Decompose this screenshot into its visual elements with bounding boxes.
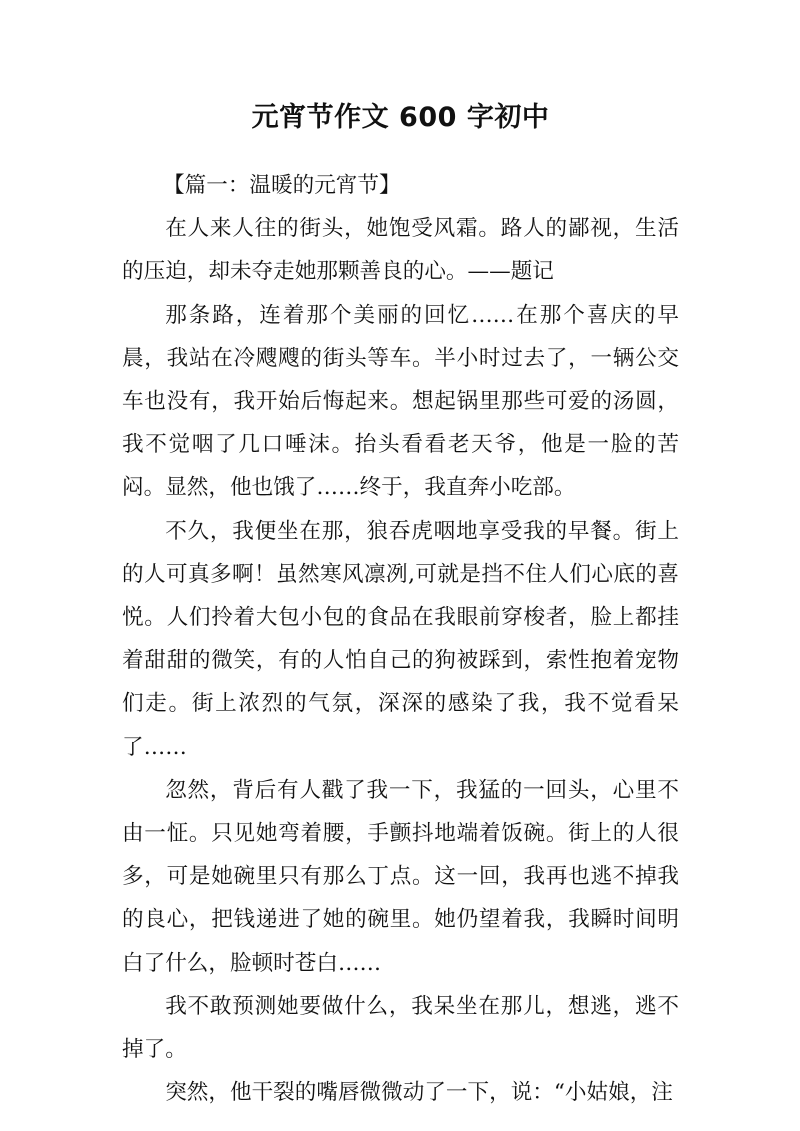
section-heading: 【篇一：温暖的元宵节】 <box>163 173 401 198</box>
paragraph-4: 我不敢预测她要做什么，我呆坐在那儿，想逃，逃不掉了。 <box>122 993 679 1063</box>
paragraph-5: 突然，他干裂的嘴唇微微动了一下，说：“小姑娘，注 <box>165 1080 673 1106</box>
paragraph-1: 那条路，连着那个美丽的回忆……在那个喜庆的早晨，我站在冷飕飕的街头等车。半小时过去了，一辆公交车也没有，我开始后悔起来。想起锅里那些可爱的汤圆，我不觉咽了几口唾沫。抬头看看老天爷，他是一脸的苦闷。显然，他也饿了……终于，我直奔小吃部。 <box>122 302 679 501</box>
paragraph-epigraph: 在人来人往的街头，她饱受风霜。路人的鄙视，生活的压迫，却未夺走她那颗善良的心。——题记 <box>122 216 679 285</box>
paragraph-2: 不久，我便坐在那，狼吞虎咽地享受我的早餐。街上的人可真多啊！虽然寒风凛冽,可就是挡不住人们心底的喜悦。人们拎着大包小包的食品在我眼前穿梭者，脸上都挂着甜甜的微笑，有的人怕自己的狗被踩到，索性抱着宠物们走。街上浓烈的气氛，深深的感染了我，我不觉看呆了…… <box>122 518 679 760</box>
document-title: 元宵节作文 600 字初中 <box>251 102 550 133</box>
paragraph-3: 忽然，背后有人戳了我一下，我猛的一回头，心里不由一怔。只见她弯着腰，手颤抖地端着饭碗。街上的人很多，可是她碗里只有那么丁点。这一回，我再也逃不掉我的良心，把钱递进了她的碗里。她仍望着我，我瞬时间明白了什么，脸顿时苍白…… <box>122 777 679 976</box>
document-page <box>122 92 679 1114</box>
